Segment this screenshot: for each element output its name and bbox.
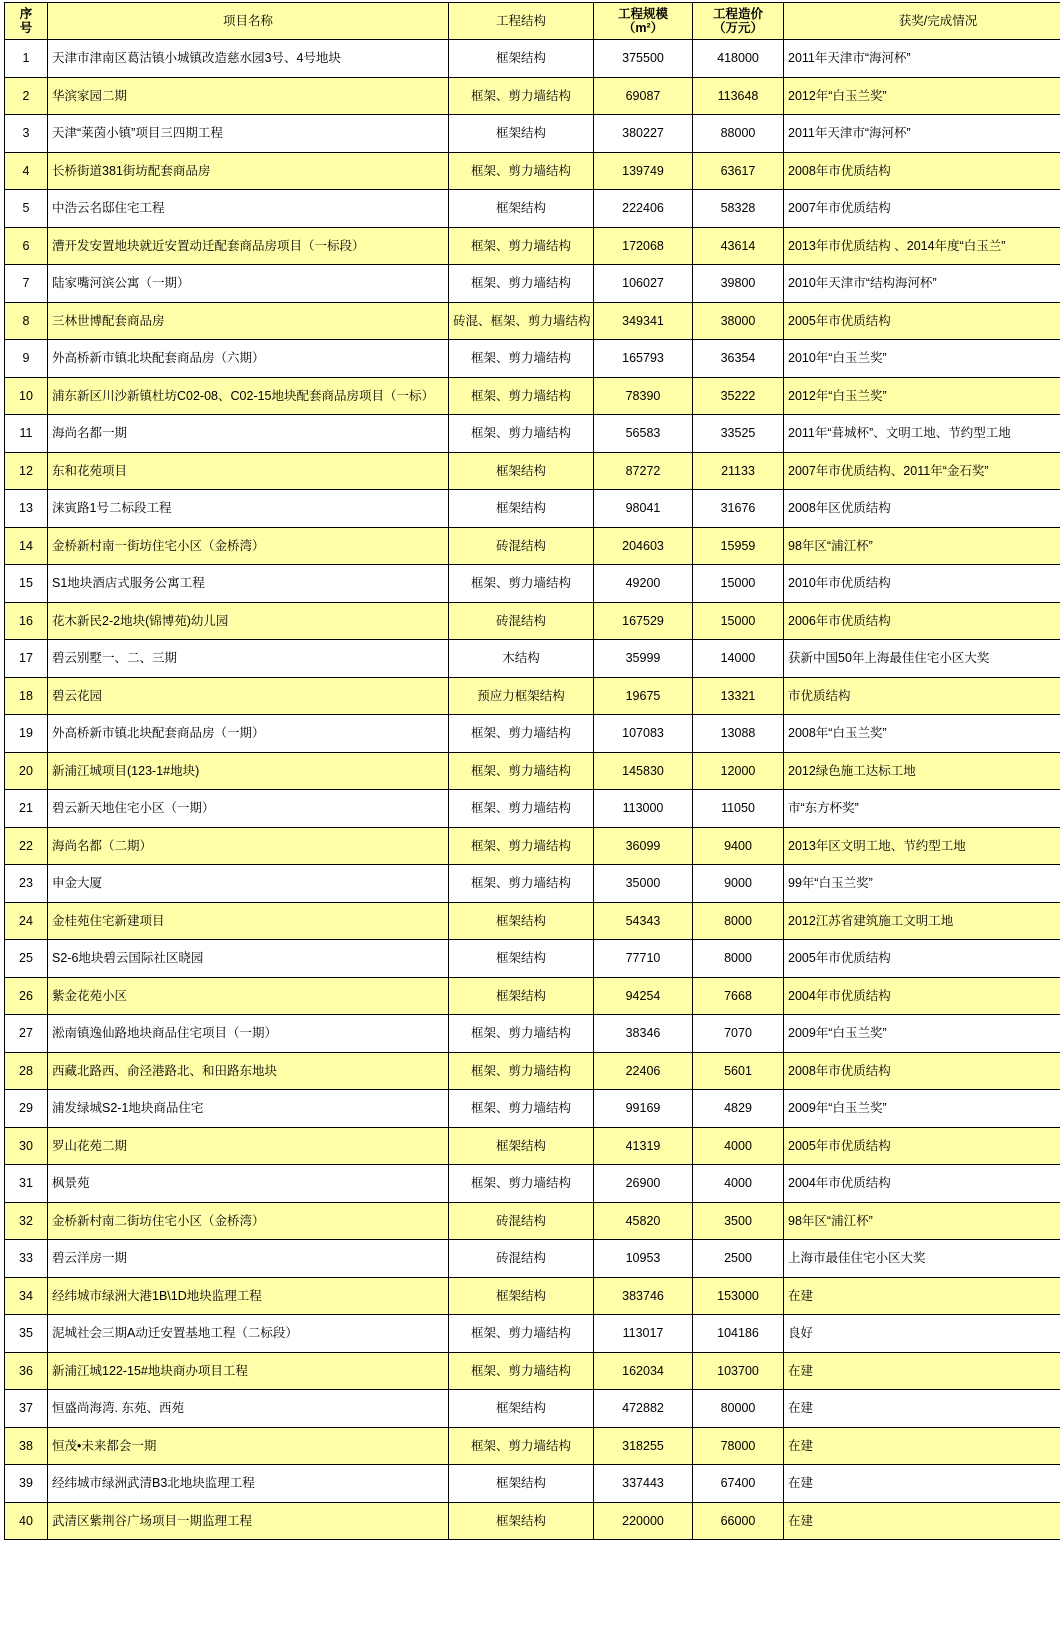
cell-cost: 9400 bbox=[693, 827, 784, 865]
cell-project-name: 三林世博配套商品房 bbox=[48, 302, 449, 340]
cell-index: 26 bbox=[5, 977, 48, 1015]
cell-scale: 162034 bbox=[594, 1352, 693, 1390]
cell-cost: 7668 bbox=[693, 977, 784, 1015]
cell-award: 2012年“白玉兰奖” bbox=[784, 77, 1060, 115]
cell-structure: 框架、剪力墙结构 bbox=[449, 1015, 594, 1053]
cell-project-name: S1地块酒店式服务公寓工程 bbox=[48, 565, 449, 603]
table-row bbox=[5, 527, 1060, 565]
cell-award: 在建 bbox=[784, 1390, 1060, 1428]
cell-project-name: 陆家嘴河滨公寓（一期） bbox=[48, 265, 449, 303]
table-row bbox=[5, 940, 1060, 978]
cell-project-name: 外高桥新市镇北块配套商品房（六期） bbox=[48, 340, 449, 378]
cell-scale: 78390 bbox=[594, 377, 693, 415]
cell-award: 2005年市优质结构 bbox=[784, 302, 1060, 340]
cell-scale: 204603 bbox=[594, 527, 693, 565]
cell-index: 34 bbox=[5, 1277, 48, 1315]
cell-cost: 4829 bbox=[693, 1090, 784, 1128]
cell-scale: 349341 bbox=[594, 302, 693, 340]
cell-award: 2011年“葺城杯”、文明工地、节约型工地 bbox=[784, 415, 1060, 453]
cell-project-name: 申金大厦 bbox=[48, 865, 449, 903]
cell-cost: 2500 bbox=[693, 1240, 784, 1278]
table-row bbox=[5, 865, 1060, 903]
cell-cost: 103700 bbox=[693, 1352, 784, 1390]
column-header-structure: 工程结构 bbox=[449, 3, 594, 40]
table-row bbox=[5, 40, 1060, 78]
column-header-cost bbox=[693, 3, 784, 40]
cell-cost: 11050 bbox=[693, 790, 784, 828]
cell-structure: 框架、剪力墙结构 bbox=[449, 77, 594, 115]
cell-project-name: 紫金花苑小区 bbox=[48, 977, 449, 1015]
cell-cost: 4000 bbox=[693, 1127, 784, 1165]
cell-structure: 框架、剪力墙结构 bbox=[449, 827, 594, 865]
table-row bbox=[5, 790, 1060, 828]
table-row bbox=[5, 115, 1060, 153]
cell-award: 市“东方杯奖” bbox=[784, 790, 1060, 828]
cell-scale: 167529 bbox=[594, 602, 693, 640]
cell-cost: 21133 bbox=[693, 452, 784, 490]
table-row bbox=[5, 1465, 1060, 1503]
cell-index: 9 bbox=[5, 340, 48, 378]
cell-project-name: 海尚名都一期 bbox=[48, 415, 449, 453]
cell-scale: 222406 bbox=[594, 190, 693, 228]
cell-structure: 框架、剪力墙结构 bbox=[449, 152, 594, 190]
cell-structure: 木结构 bbox=[449, 640, 594, 678]
cell-index: 23 bbox=[5, 865, 48, 903]
cell-cost: 14000 bbox=[693, 640, 784, 678]
cell-project-name: 天津“莱茵小镇”项目三四期工程 bbox=[48, 115, 449, 153]
cell-award: 市优质结构 bbox=[784, 677, 1060, 715]
cell-index: 8 bbox=[5, 302, 48, 340]
cell-index: 22 bbox=[5, 827, 48, 865]
table-row bbox=[5, 1277, 1060, 1315]
cell-award: 在建 bbox=[784, 1352, 1060, 1390]
cell-scale: 35000 bbox=[594, 865, 693, 903]
cell-index: 13 bbox=[5, 490, 48, 528]
cell-structure: 框架、剪力墙结构 bbox=[449, 1427, 594, 1465]
cell-award: 2008年区优质结构 bbox=[784, 490, 1060, 528]
cell-scale: 472882 bbox=[594, 1390, 693, 1428]
cell-structure: 框架结构 bbox=[449, 940, 594, 978]
cell-index: 21 bbox=[5, 790, 48, 828]
cell-award: 2008年市优质结构 bbox=[784, 1052, 1060, 1090]
cell-cost: 15000 bbox=[693, 602, 784, 640]
cell-structure: 框架、剪力墙结构 bbox=[449, 415, 594, 453]
cell-structure: 框架、剪力墙结构 bbox=[449, 340, 594, 378]
cell-project-name: 淞南镇逸仙路地块商品住宅项目（一期） bbox=[48, 1015, 449, 1053]
cell-cost: 67400 bbox=[693, 1465, 784, 1503]
cell-cost: 5601 bbox=[693, 1052, 784, 1090]
cell-index: 27 bbox=[5, 1015, 48, 1053]
cell-scale: 94254 bbox=[594, 977, 693, 1015]
cell-project-name: 漕开发安置地块就近安置动迁配套商品房项目（一标段） bbox=[48, 227, 449, 265]
table-row bbox=[5, 565, 1060, 603]
cell-scale: 87272 bbox=[594, 452, 693, 490]
table-row bbox=[5, 265, 1060, 303]
cell-structure: 框架结构 bbox=[449, 40, 594, 78]
cell-index: 15 bbox=[5, 565, 48, 603]
cell-award: 2005年市优质结构 bbox=[784, 1127, 1060, 1165]
cell-award: 99年“白玉兰奖” bbox=[784, 865, 1060, 903]
cell-index: 25 bbox=[5, 940, 48, 978]
cell-index: 12 bbox=[5, 452, 48, 490]
cell-structure: 框架、剪力墙结构 bbox=[449, 377, 594, 415]
table-row bbox=[5, 1015, 1060, 1053]
cell-index: 5 bbox=[5, 190, 48, 228]
cell-project-name: 外高桥新市镇北块配套商品房（一期） bbox=[48, 715, 449, 753]
cell-award: 在建 bbox=[784, 1427, 1060, 1465]
cell-scale: 36099 bbox=[594, 827, 693, 865]
cell-structure: 框架结构 bbox=[449, 1127, 594, 1165]
cell-structure: 框架结构 bbox=[449, 490, 594, 528]
cell-scale: 380227 bbox=[594, 115, 693, 153]
cell-project-name: 经纬城市绿洲大港1B\1D地块监理工程 bbox=[48, 1277, 449, 1315]
cell-cost: 15959 bbox=[693, 527, 784, 565]
cell-structure: 框架、剪力墙结构 bbox=[449, 1315, 594, 1353]
cell-project-name: 碧云新天地住宅小区（一期） bbox=[48, 790, 449, 828]
cell-index: 3 bbox=[5, 115, 48, 153]
cell-project-name: 海尚名都（二期） bbox=[48, 827, 449, 865]
cell-cost: 38000 bbox=[693, 302, 784, 340]
cell-scale: 77710 bbox=[594, 940, 693, 978]
cell-scale: 54343 bbox=[594, 902, 693, 940]
cell-cost: 9000 bbox=[693, 865, 784, 903]
cell-project-name: 中浩云名邸住宅工程 bbox=[48, 190, 449, 228]
cell-scale: 145830 bbox=[594, 752, 693, 790]
cell-scale: 220000 bbox=[594, 1502, 693, 1540]
cell-structure: 框架、剪力墙结构 bbox=[449, 715, 594, 753]
column-header-scale-line2: （m²） bbox=[622, 21, 664, 35]
table-row bbox=[5, 1127, 1060, 1165]
column-header-award: 获奖/完成情况 bbox=[784, 3, 1060, 40]
cell-scale: 99169 bbox=[594, 1090, 693, 1128]
table-row bbox=[5, 490, 1060, 528]
cell-index: 28 bbox=[5, 1052, 48, 1090]
cell-project-name: 经纬城市绿洲武清B3北地块监理工程 bbox=[48, 1465, 449, 1503]
cell-project-name: 西藏北路西、俞泾港路北、和田路东地块 bbox=[48, 1052, 449, 1090]
cell-award: 获新中国50年上海最佳住宅小区大奖 bbox=[784, 640, 1060, 678]
cell-structure: 框架、剪力墙结构 bbox=[449, 1352, 594, 1390]
cell-project-name: 天津市津南区葛沽镇小城镇改造慈水园3号、4号地块 bbox=[48, 40, 449, 78]
cell-project-name: 恒盛尚海湾. 东苑、西苑 bbox=[48, 1390, 449, 1428]
cell-structure: 框架、剪力墙结构 bbox=[449, 565, 594, 603]
cell-cost: 80000 bbox=[693, 1390, 784, 1428]
cell-structure: 框架结构 bbox=[449, 1277, 594, 1315]
table-row bbox=[5, 190, 1060, 228]
cell-award: 2006年市优质结构 bbox=[784, 602, 1060, 640]
cell-award: 2007年市优质结构 bbox=[784, 190, 1060, 228]
cell-scale: 107083 bbox=[594, 715, 693, 753]
cell-index: 31 bbox=[5, 1165, 48, 1203]
cell-structure: 框架、剪力墙结构 bbox=[449, 865, 594, 903]
cell-scale: 38346 bbox=[594, 1015, 693, 1053]
cell-cost: 8000 bbox=[693, 940, 784, 978]
cell-index: 6 bbox=[5, 227, 48, 265]
column-header-index-line2: 号 bbox=[19, 21, 33, 35]
cell-structure: 框架、剪力墙结构 bbox=[449, 265, 594, 303]
table-row bbox=[5, 715, 1060, 753]
table-row bbox=[5, 1390, 1060, 1428]
cell-award: 98年区“浦江杯” bbox=[784, 1202, 1060, 1240]
cell-scale: 337443 bbox=[594, 1465, 693, 1503]
cell-index: 11 bbox=[5, 415, 48, 453]
cell-index: 14 bbox=[5, 527, 48, 565]
table-row bbox=[5, 1052, 1060, 1090]
cell-project-name: 金桥新村南一街坊住宅小区（金桥湾） bbox=[48, 527, 449, 565]
cell-index: 30 bbox=[5, 1127, 48, 1165]
cell-project-name: 碧云花园 bbox=[48, 677, 449, 715]
cell-structure: 砖混、框架、剪力墙结构 bbox=[449, 302, 594, 340]
cell-project-name: 浦发绿城S2-1地块商品住宅 bbox=[48, 1090, 449, 1128]
table-row bbox=[5, 340, 1060, 378]
cell-cost: 418000 bbox=[693, 40, 784, 78]
cell-award: 2009年“白玉兰奖” bbox=[784, 1090, 1060, 1128]
cell-structure: 框架、剪力墙结构 bbox=[449, 790, 594, 828]
cell-cost: 58328 bbox=[693, 190, 784, 228]
cell-index: 20 bbox=[5, 752, 48, 790]
cell-cost: 12000 bbox=[693, 752, 784, 790]
cell-scale: 165793 bbox=[594, 340, 693, 378]
cell-cost: 66000 bbox=[693, 1502, 784, 1540]
cell-project-name: 金桥新村南二街坊住宅小区（金桥湾） bbox=[48, 1202, 449, 1240]
cell-index: 32 bbox=[5, 1202, 48, 1240]
table-row bbox=[5, 677, 1060, 715]
column-header-index bbox=[5, 3, 48, 40]
cell-structure: 砖混结构 bbox=[449, 602, 594, 640]
cell-award: 在建 bbox=[784, 1465, 1060, 1503]
cell-project-name: 碧云别墅一、二、三期 bbox=[48, 640, 449, 678]
cell-index: 29 bbox=[5, 1090, 48, 1128]
cell-project-name: 新浦江城122-15#地块商办项目工程 bbox=[48, 1352, 449, 1390]
cell-index: 7 bbox=[5, 265, 48, 303]
cell-index: 39 bbox=[5, 1465, 48, 1503]
cell-project-name: 新浦江城项目(123-1#地块) bbox=[48, 752, 449, 790]
cell-scale: 56583 bbox=[594, 415, 693, 453]
cell-award: 良好 bbox=[784, 1315, 1060, 1353]
cell-award: 2012年“白玉兰奖” bbox=[784, 377, 1060, 415]
cell-cost: 4000 bbox=[693, 1165, 784, 1203]
cell-structure: 框架、剪力墙结构 bbox=[449, 752, 594, 790]
cell-scale: 69087 bbox=[594, 77, 693, 115]
cell-award: 2007年市优质结构、2011年“金石奖” bbox=[784, 452, 1060, 490]
table-row bbox=[5, 302, 1060, 340]
cell-project-name: 长桥街道381街坊配套商品房 bbox=[48, 152, 449, 190]
cell-index: 4 bbox=[5, 152, 48, 190]
cell-cost: 35222 bbox=[693, 377, 784, 415]
cell-scale: 375500 bbox=[594, 40, 693, 78]
cell-cost: 104186 bbox=[693, 1315, 784, 1353]
cell-project-name: 罗山花苑二期 bbox=[48, 1127, 449, 1165]
cell-project-name: 浦东新区川沙新镇杜坊C02-08、C02-15地块配套商品房项目（一标） bbox=[48, 377, 449, 415]
cell-structure: 预应力框架结构 bbox=[449, 677, 594, 715]
column-header-name: 项目名称 bbox=[48, 3, 449, 40]
table-row bbox=[5, 1090, 1060, 1128]
cell-project-name: 枫景苑 bbox=[48, 1165, 449, 1203]
cell-index: 16 bbox=[5, 602, 48, 640]
cell-structure: 框架结构 bbox=[449, 115, 594, 153]
table-row bbox=[5, 227, 1060, 265]
cell-scale: 10953 bbox=[594, 1240, 693, 1278]
cell-award: 在建 bbox=[784, 1277, 1060, 1315]
table-row bbox=[5, 152, 1060, 190]
table-row bbox=[5, 752, 1060, 790]
column-header-scale bbox=[594, 3, 693, 40]
cell-structure: 框架、剪力墙结构 bbox=[449, 1165, 594, 1203]
cell-award: 2008年市优质结构 bbox=[784, 152, 1060, 190]
cell-cost: 33525 bbox=[693, 415, 784, 453]
cell-scale: 26900 bbox=[594, 1165, 693, 1203]
table-row bbox=[5, 640, 1060, 678]
cell-structure: 框架、剪力墙结构 bbox=[449, 227, 594, 265]
cell-scale: 98041 bbox=[594, 490, 693, 528]
cell-project-name: 花木新民2-2地块(锦博苑)幼儿园 bbox=[48, 602, 449, 640]
cell-scale: 113017 bbox=[594, 1315, 693, 1353]
cell-award: 2012江苏省建筑施工文明工地 bbox=[784, 902, 1060, 940]
cell-scale: 45820 bbox=[594, 1202, 693, 1240]
cell-structure: 框架结构 bbox=[449, 977, 594, 1015]
table-row bbox=[5, 452, 1060, 490]
cell-structure: 框架结构 bbox=[449, 452, 594, 490]
cell-scale: 19675 bbox=[594, 677, 693, 715]
table-row bbox=[5, 1502, 1060, 1540]
table-row bbox=[5, 1240, 1060, 1278]
cell-award: 98年区“浦江杯” bbox=[784, 527, 1060, 565]
cell-scale: 172068 bbox=[594, 227, 693, 265]
cell-cost: 113648 bbox=[693, 77, 784, 115]
cell-index: 10 bbox=[5, 377, 48, 415]
table-row bbox=[5, 977, 1060, 1015]
cell-award: 2011年天津市“海河杯” bbox=[784, 115, 1060, 153]
table-row bbox=[5, 1202, 1060, 1240]
cell-structure: 框架结构 bbox=[449, 902, 594, 940]
table-header-row bbox=[5, 3, 1060, 40]
cell-award: 2005年市优质结构 bbox=[784, 940, 1060, 978]
cell-award: 2011年天津市“海河杯” bbox=[784, 40, 1060, 78]
table-row bbox=[5, 827, 1060, 865]
project-table bbox=[4, 2, 1060, 1540]
cell-award: 2010年天津市“结构海河杯” bbox=[784, 265, 1060, 303]
table-row bbox=[5, 902, 1060, 940]
cell-index: 19 bbox=[5, 715, 48, 753]
cell-scale: 139749 bbox=[594, 152, 693, 190]
table-row bbox=[5, 602, 1060, 640]
cell-award: 2009年“白玉兰奖” bbox=[784, 1015, 1060, 1053]
cell-project-name: 恒茂•未来都会一期 bbox=[48, 1427, 449, 1465]
cell-structure: 框架、剪力墙结构 bbox=[449, 1090, 594, 1128]
table-row bbox=[5, 415, 1060, 453]
column-header-index-line1: 序 bbox=[19, 6, 33, 21]
cell-cost: 13088 bbox=[693, 715, 784, 753]
cell-scale: 41319 bbox=[594, 1127, 693, 1165]
cell-cost: 13321 bbox=[693, 677, 784, 715]
cell-index: 35 bbox=[5, 1315, 48, 1353]
cell-cost: 63617 bbox=[693, 152, 784, 190]
cell-scale: 318255 bbox=[594, 1427, 693, 1465]
cell-cost: 15000 bbox=[693, 565, 784, 603]
cell-structure: 砖混结构 bbox=[449, 527, 594, 565]
cell-cost: 78000 bbox=[693, 1427, 784, 1465]
column-header-cost-line2: （万元） bbox=[712, 21, 763, 35]
cell-award: 2008年“白玉兰奖” bbox=[784, 715, 1060, 753]
cell-structure: 框架、剪力墙结构 bbox=[449, 1052, 594, 1090]
cell-index: 33 bbox=[5, 1240, 48, 1278]
cell-award: 2012绿色施工达标工地 bbox=[784, 752, 1060, 790]
cell-project-name: 金桂苑住宅新建项目 bbox=[48, 902, 449, 940]
table-row bbox=[5, 77, 1060, 115]
cell-award: 2010年市优质结构 bbox=[784, 565, 1060, 603]
cell-cost: 43614 bbox=[693, 227, 784, 265]
cell-structure: 框架结构 bbox=[449, 1502, 594, 1540]
cell-cost: 88000 bbox=[693, 115, 784, 153]
cell-index: 18 bbox=[5, 677, 48, 715]
cell-project-name: 碧云洋房一期 bbox=[48, 1240, 449, 1278]
cell-scale: 22406 bbox=[594, 1052, 693, 1090]
cell-cost: 31676 bbox=[693, 490, 784, 528]
cell-index: 17 bbox=[5, 640, 48, 678]
cell-cost: 153000 bbox=[693, 1277, 784, 1315]
cell-project-name: 涞寅路1号二标段工程 bbox=[48, 490, 449, 528]
cell-index: 36 bbox=[5, 1352, 48, 1390]
cell-index: 40 bbox=[5, 1502, 48, 1540]
cell-award: 2013年市优质结构 、2014年度“白玉兰” bbox=[784, 227, 1060, 265]
cell-index: 37 bbox=[5, 1390, 48, 1428]
table-row bbox=[5, 1352, 1060, 1390]
table-row bbox=[5, 1315, 1060, 1353]
cell-index: 2 bbox=[5, 77, 48, 115]
cell-project-name: 武清区紫荆谷广场项目一期监理工程 bbox=[48, 1502, 449, 1540]
cell-scale: 49200 bbox=[594, 565, 693, 603]
table-row bbox=[5, 1165, 1060, 1203]
cell-structure: 框架结构 bbox=[449, 1390, 594, 1428]
cell-structure: 砖混结构 bbox=[449, 1202, 594, 1240]
cell-scale: 106027 bbox=[594, 265, 693, 303]
cell-award: 2004年市优质结构 bbox=[784, 1165, 1060, 1203]
column-header-cost-line1: 工程造价 bbox=[712, 6, 763, 21]
cell-award: 2013年区文明工地、节约型工地 bbox=[784, 827, 1060, 865]
table-header bbox=[5, 3, 1060, 40]
cell-project-name: S2-6地块碧云国际社区晓园 bbox=[48, 940, 449, 978]
cell-project-name: 泥城社会三期A动迁安置基地工程（二标段） bbox=[48, 1315, 449, 1353]
cell-structure: 框架结构 bbox=[449, 190, 594, 228]
cell-index: 1 bbox=[5, 40, 48, 78]
cell-scale: 113000 bbox=[594, 790, 693, 828]
table-row bbox=[5, 1427, 1060, 1465]
cell-scale: 383746 bbox=[594, 1277, 693, 1315]
cell-cost: 8000 bbox=[693, 902, 784, 940]
cell-project-name: 华滨家园二期 bbox=[48, 77, 449, 115]
cell-cost: 7070 bbox=[693, 1015, 784, 1053]
cell-cost: 3500 bbox=[693, 1202, 784, 1240]
cell-structure: 砖混结构 bbox=[449, 1240, 594, 1278]
column-header-scale-line1: 工程规模 bbox=[617, 6, 668, 21]
cell-award: 在建 bbox=[784, 1502, 1060, 1540]
table-row bbox=[5, 377, 1060, 415]
cell-cost: 36354 bbox=[693, 340, 784, 378]
table-body bbox=[5, 40, 1060, 1540]
cell-index: 38 bbox=[5, 1427, 48, 1465]
cell-award: 2010年“白玉兰奖” bbox=[784, 340, 1060, 378]
cell-project-name: 东和花苑项目 bbox=[48, 452, 449, 490]
cell-award: 上海市最佳住宅小区大奖 bbox=[784, 1240, 1060, 1278]
cell-cost: 39800 bbox=[693, 265, 784, 303]
cell-structure: 框架结构 bbox=[449, 1465, 594, 1503]
cell-index: 24 bbox=[5, 902, 48, 940]
cell-award: 2004年市优质结构 bbox=[784, 977, 1060, 1015]
cell-scale: 35999 bbox=[594, 640, 693, 678]
